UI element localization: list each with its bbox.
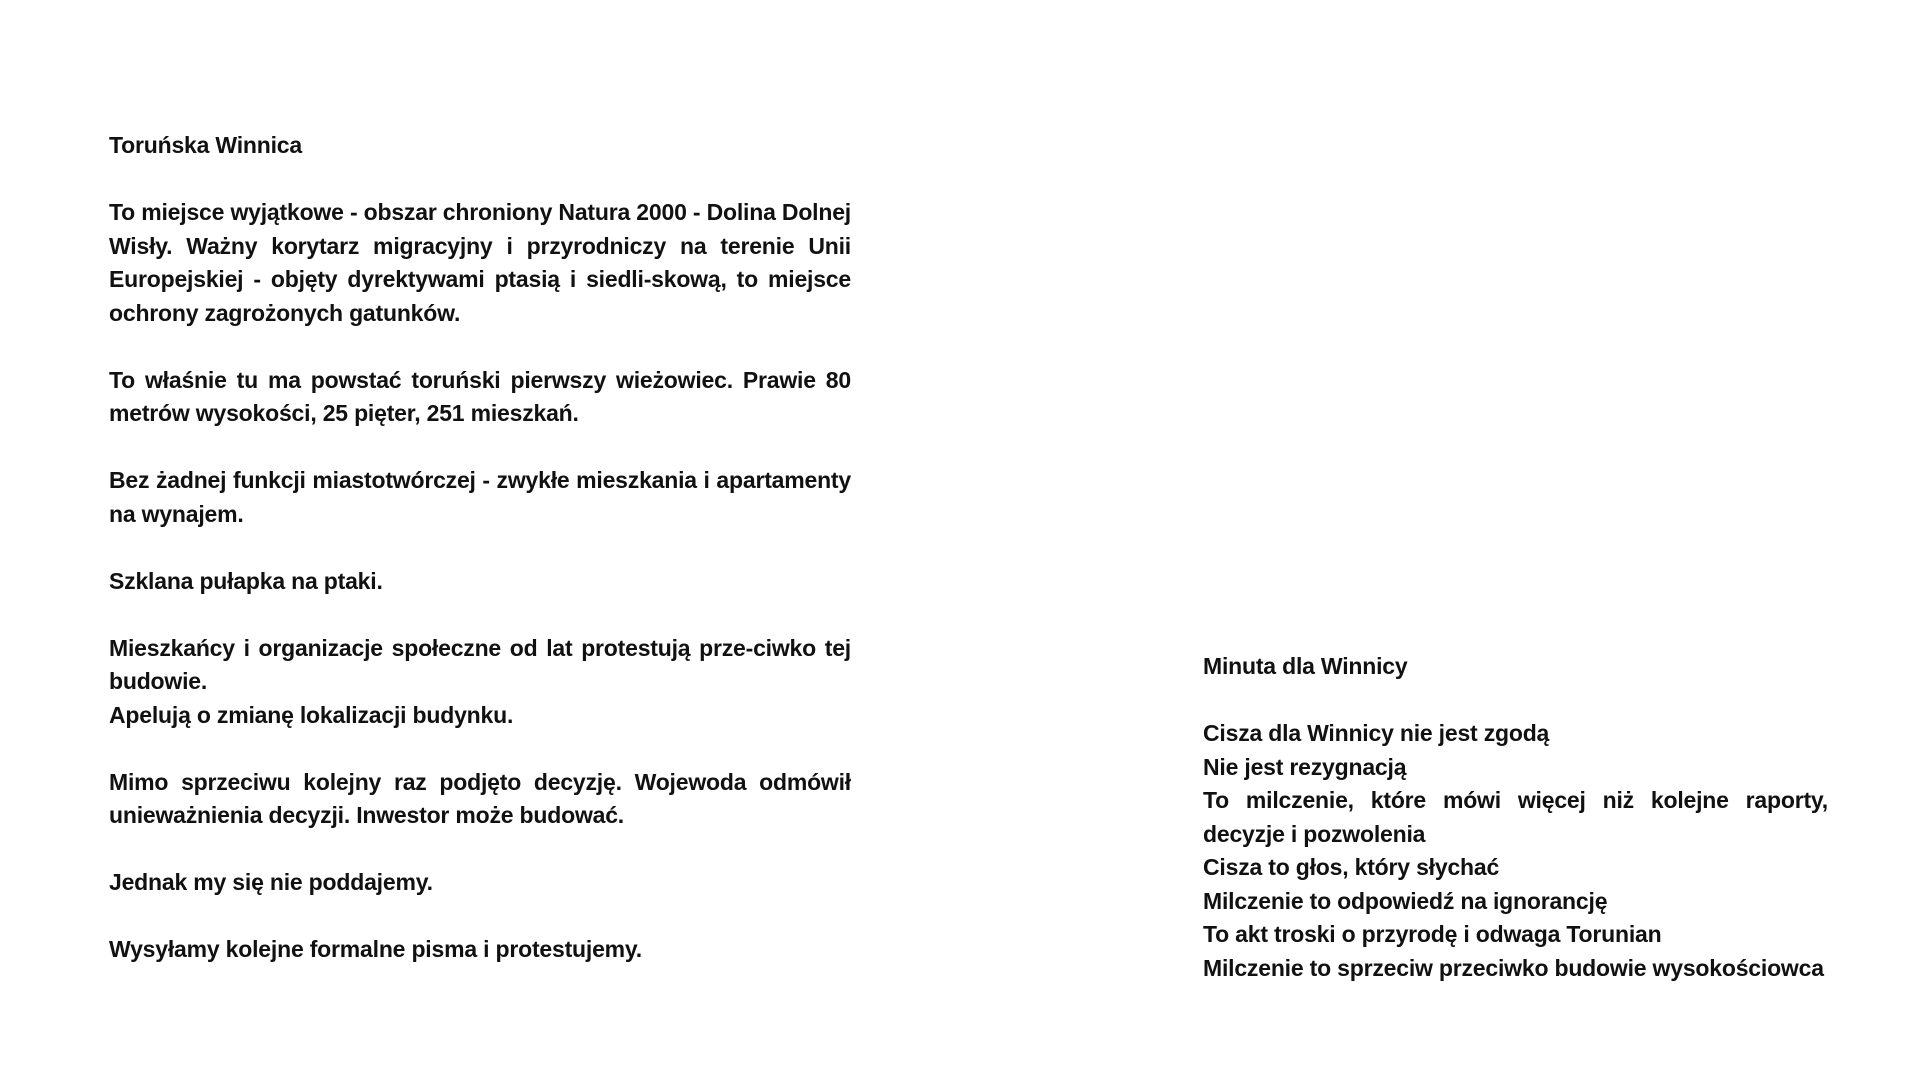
paragraph-natura: To miejsce wyjątkowe - obszar chroniony Natura 2000 - Dolina Dolnej Wisły. Ważny korytarz migracyjny i przyrodniczy na terenie Unii Europejskiej - objęty dyrektywami ptasią i siedli-skową, to miejsce ochrony zagrożonych gatunków. bbox=[109, 199, 851, 326]
poem-line: To akt troski o przyrodę i odwaga Torunian bbox=[1203, 921, 1662, 947]
right-title: Minuta dla Winnicy bbox=[1203, 653, 1408, 679]
poem-line: Milczenie to sprzeciw przeciwko budowie wysokościowca bbox=[1203, 954, 1824, 981]
poem-line: Cisza to głos, który słychać bbox=[1203, 854, 1500, 880]
appeal-line: Apelują o zmianę lokalizacji budynku. bbox=[109, 701, 514, 728]
paragraph-not-giving-up: Jednak my się nie poddajemy. bbox=[109, 869, 433, 895]
paragraph-glass-trap: Szklana pułapka na ptaki. bbox=[109, 567, 383, 594]
left-title: Toruńska Winnica bbox=[109, 132, 302, 158]
left-column bbox=[109, 129, 851, 967]
paragraph-function: Bez żadnej funkcji miastotwórczej - zwykłe mieszkania i apartamenty na wynajem. bbox=[109, 467, 851, 527]
poem-line: Cisza dla Winnicy nie jest zgodą bbox=[1203, 720, 1550, 746]
paragraph-protest bbox=[109, 632, 851, 733]
poem-block bbox=[1203, 717, 1828, 985]
poem-line: To milczenie, które mówi więcej niż kolejne raporty, decyzje i pozwolenia bbox=[1203, 787, 1828, 847]
right-column bbox=[1203, 650, 1828, 985]
protest-line: Mieszkańcy i organizacje społeczne od lat protestują prze-ciwko tej budowie. bbox=[109, 634, 851, 694]
poem-line: Milczenie to odpowiedź na ignorancję bbox=[1203, 887, 1608, 914]
paragraph-decision: Mimo sprzeciwu kolejny raz podjęto decyzję. Wojewoda odmówił unieważnienia decyzji. Inwestor może budować. bbox=[109, 768, 851, 828]
paragraph-letters: Wysyłamy kolejne formalne pisma i protestujemy. bbox=[109, 936, 642, 962]
paragraph-skyscraper: To właśnie tu ma powstać toruński pierwszy wieżowiec. Prawie 80 metrów wysokości, 25 pięter, 251 mieszkań. bbox=[109, 366, 851, 426]
poem-line: Nie jest rezygnacją bbox=[1203, 753, 1407, 780]
